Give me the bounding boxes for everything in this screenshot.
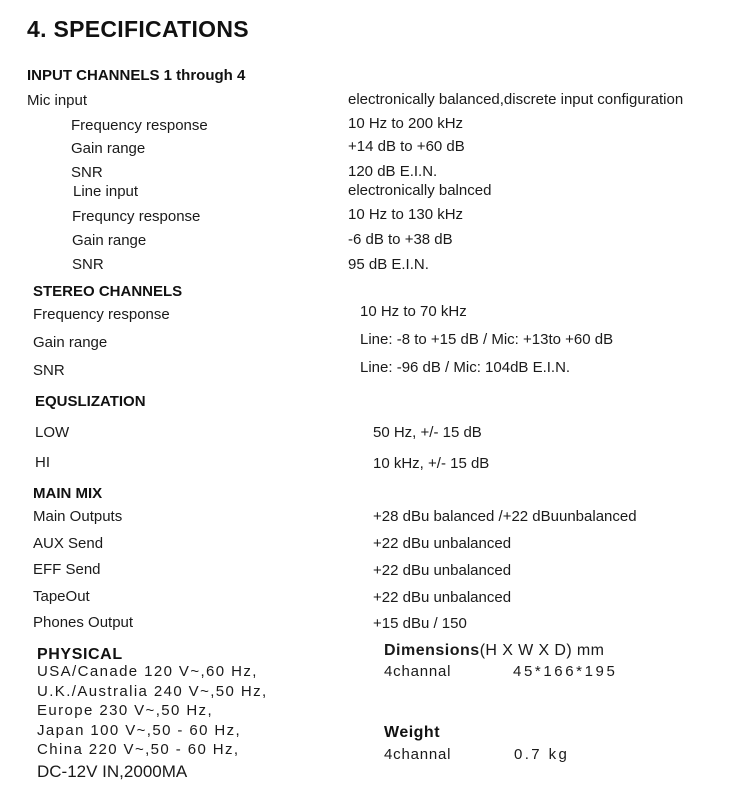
line-input-value: electronically balnced: [348, 182, 492, 199]
power-usa-canada: USA/Canade 120 V~,60 Hz,: [37, 663, 258, 680]
page-title: 4. SPECIFICATIONS: [27, 16, 249, 42]
stereo-frequency-label: Frequency response: [33, 306, 170, 323]
power-japan: Japan 100 V~,50 - 60 Hz,: [37, 722, 242, 739]
line-gain-label: Gain range: [72, 232, 147, 249]
phones-output-value: +15 dBu / 150: [373, 615, 467, 632]
line-snr-value: 95 dB E.I.N.: [348, 256, 429, 273]
eq-hi-value: 10 kHz, +/- 15 dB: [373, 455, 490, 472]
power-europe: Europe 230 V~,50 Hz,: [37, 702, 214, 719]
mic-frequency-label: Frequency response: [71, 117, 208, 134]
stereo-channels-heading: STEREO CHANNELS: [33, 283, 183, 300]
physical-heading: PHYSICAL: [37, 646, 123, 663]
line-snr-label: SNR: [72, 256, 104, 273]
eq-low-label: LOW: [35, 424, 70, 441]
line-input-label: Line input: [73, 183, 139, 200]
main-outputs-value: +28 dBu balanced /+22 dBuunbalanced: [373, 508, 637, 525]
stereo-snr-label: SNR: [33, 362, 65, 379]
mic-input-label: Mic input: [27, 92, 88, 109]
stereo-gain-label: Gain range: [33, 334, 108, 351]
eq-hi-label: HI: [35, 454, 50, 471]
dimensions-header: [384, 642, 604, 660]
line-gain-value: -6 dB to +38 dB: [348, 231, 453, 248]
dimensions-value: 45*166*195: [513, 663, 618, 680]
weight-model-label: 4channal: [384, 746, 452, 763]
input-channels-heading: INPUT CHANNELS 1 through 4: [27, 67, 246, 84]
power-dc: DC-12V IN,2000MA: [37, 762, 188, 781]
mic-snr-label: SNR: [71, 164, 103, 181]
stereo-snr-value: Line: -96 dB / Mic: 104dB E.I.N.: [360, 359, 571, 376]
tape-out-label: TapeOut: [33, 588, 90, 605]
mic-frequency-value: 10 Hz to 200 kHz: [348, 115, 464, 132]
line-frequency-label: Frequncy response: [72, 208, 201, 225]
stereo-frequency-value: 10 Hz to 70 kHz: [360, 303, 467, 320]
weight-heading: Weight: [384, 724, 441, 741]
tape-out-value: +22 dBu unbalanced: [373, 589, 512, 606]
weight-value: 0.7 kg: [514, 746, 570, 763]
aux-send-value: +22 dBu unbalanced: [373, 535, 512, 552]
power-china: China 220 V~,50 - 60 Hz,: [37, 741, 240, 758]
dimensions-model-label: 4channal: [384, 663, 452, 680]
stereo-gain-value: Line: -8 to +15 dB / Mic: +13to +60 dB: [360, 331, 614, 348]
eq-low-value: 50 Hz, +/- 15 dB: [373, 424, 482, 441]
dimensions-heading: Dimensions: [384, 642, 480, 659]
equalization-heading: EQUSLIZATION: [35, 393, 146, 410]
eff-send-value: +22 dBu unbalanced: [373, 562, 512, 579]
phones-output-label: Phones Output: [33, 614, 134, 631]
mic-gain-value: +14 dB to +60 dB: [348, 138, 465, 155]
dimensions-unit: (H X W X D) mm: [479, 642, 605, 659]
power-uk-australia: U.K./Australia 240 V~,50 Hz,: [37, 683, 268, 700]
mic-snr-value: 120 dB E.I.N.: [348, 163, 438, 180]
mic-gain-label: Gain range: [71, 140, 146, 157]
eff-send-label: EFF Send: [33, 561, 101, 578]
main-outputs-label: Main Outputs: [33, 508, 123, 525]
line-frequency-value: 10 Hz to 130 kHz: [348, 206, 464, 223]
main-mix-heading: MAIN MIX: [33, 485, 103, 502]
mic-input-value: electronically balanced,discrete input configuration: [348, 91, 684, 108]
aux-send-label: AUX Send: [33, 535, 104, 552]
